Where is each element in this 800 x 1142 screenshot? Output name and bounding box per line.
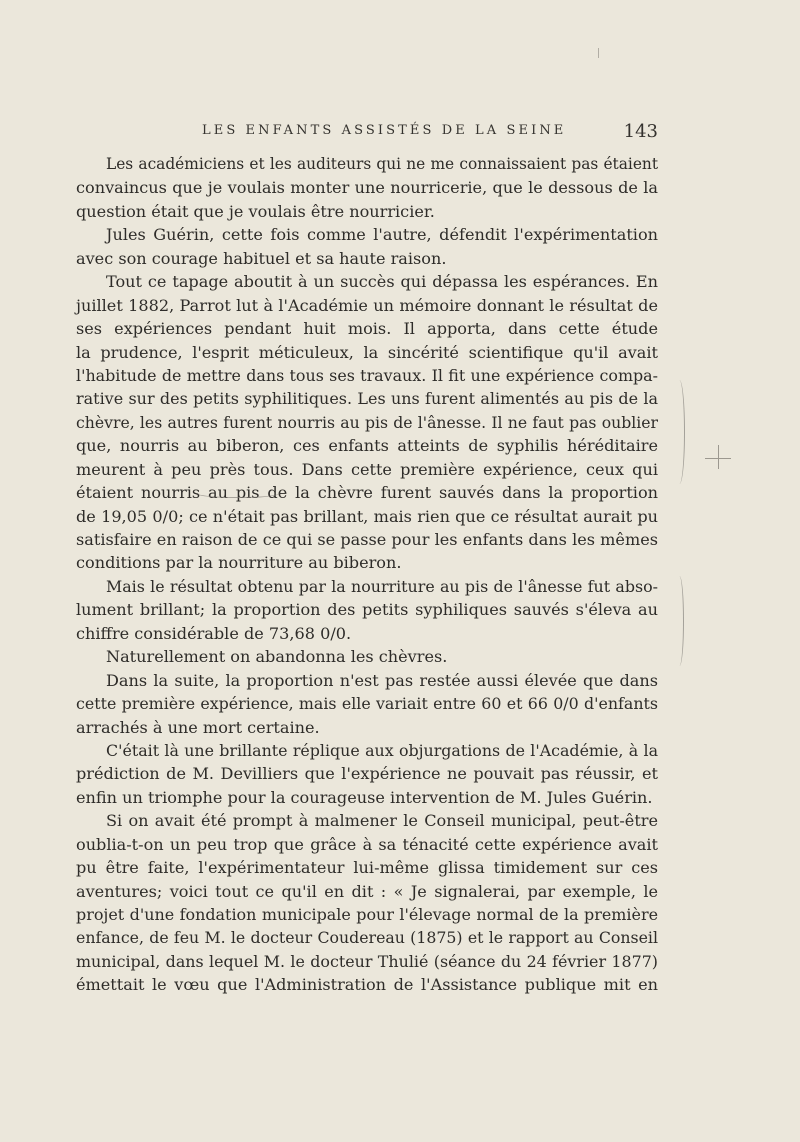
text-line: projet d'une fondation municipale pour l'élevage normal de la première	[76, 905, 658, 924]
text-line: lument brillant; la proportion des petits syphiliques sauvés s'éleva au	[76, 600, 658, 620]
text-line: Jules Guérin, cette fois comme l'autre, défendit l'expérimentation	[106, 225, 658, 245]
text-line: enfance, de feu M. le docteur Coudereau (1875) et le rapport au Conseil	[76, 928, 658, 948]
paragraph	[76, 575, 658, 645]
running-title: LES ENFANTS ASSISTÉS DE LA SEINE	[202, 123, 567, 138]
page-header	[76, 121, 658, 145]
text-line: Naturellement on abandonna les chèvres.	[106, 647, 448, 667]
paragraph	[76, 153, 658, 223]
text-line: la prudence, l'esprit méticuleux, la sincérité scientifique qu'il avait	[76, 342, 658, 362]
text-line: que, nourris au biberon, ces enfants atteints de syphilis héréditaire	[76, 436, 658, 456]
page-number: 143	[623, 121, 658, 142]
text-line: C'était là une brillante réplique aux objurgations de l'Académie, à la	[106, 740, 658, 760]
paragraph	[76, 223, 658, 270]
text-line: Si on avait été prompt à malmener le Conseil municipal, peut-être	[106, 811, 658, 831]
text-line: étaient nourris au pis de la chèvre furent sauvés dans la proportion	[76, 483, 658, 503]
paragraph	[76, 739, 658, 809]
text-line: question était que je voulais être nourricier.	[76, 201, 435, 221]
paragraph	[76, 809, 658, 997]
text-line: chiffre considérable de 73,68 0/0.	[76, 623, 352, 643]
paragraph	[76, 669, 658, 739]
text-line: Les académiciens et les auditeurs qui ne me connaissaient pas étaient	[106, 155, 658, 173]
text-line: Tout ce tapage aboutit à un succès qui dépassa les espérances. En	[106, 272, 658, 292]
text-line: conditions par la nourriture au biberon.	[76, 553, 402, 573]
text-line: meurent à peu près tous. Dans cette première expérience, ceux qui	[76, 459, 658, 479]
text-line: convaincus que je voulais monter une nourricerie, que le dessous de la	[76, 178, 658, 198]
text-line: Dans la suite, la proportion n'est pas restée aussi élevée que dans	[106, 670, 658, 690]
text-line: de 19,05 0/0; ce n'était pas brillant, mais rien que ce résultat aurait pu	[76, 506, 658, 526]
text-line: cette première expérience, mais elle variait entre 60 et 66 0/0 d'enfants	[76, 694, 658, 714]
text-line: ses expériences pendant huit mois. Il apporta, dans cette étude	[76, 319, 658, 339]
text-line: oublia-t-on un peu trop que grâce à sa ténacité cette expérience avait	[76, 834, 658, 854]
text-line: prédiction de M. Devilliers que l'expérience ne pouvait pas réussir, et	[76, 764, 658, 784]
text-line: Mais le résultat obtenu par la nourriture au pis de l'ânesse fut abso-	[106, 576, 658, 596]
text-line: chèvre, les autres furent nourris au pis de l'ânesse. Il ne faut pas oublier	[76, 412, 658, 432]
paragraph	[76, 645, 658, 668]
text-line: pu être faite, l'expérimentateur lui-même glissa timidement sur ces	[76, 858, 658, 878]
text-line: avec son courage habituel et sa haute raison.	[76, 248, 447, 268]
body-text	[76, 153, 658, 997]
text-line: municipal, dans lequel M. le docteur Thulié (séance du 24 février 1877)	[76, 951, 658, 971]
paragraph	[76, 270, 658, 575]
margin-bracket-mark	[674, 380, 685, 484]
text-line: enfin un triomphe pour la courageuse intervention de M. Jules Guérin.	[76, 787, 653, 807]
text-line: aventures; voici tout ce qu'il en dit : « Je signalerai, par exemple, le	[76, 881, 658, 901]
text-line: émettait le vœu que l'Administration de l'Assistance publique mit en	[76, 975, 658, 995]
text-line: satisfaire en raison de ce qui se passe pour les enfants dans les mêmes	[76, 530, 658, 549]
text-line: arrachés à une mort certaine.	[76, 717, 320, 737]
text-line: juillet 1882, Parrot lut à l'Académie un mémoire donnant le résultat de	[76, 295, 658, 315]
text-line: rative sur des petits syphilitiques. Les uns furent alimentés au pis de la	[76, 389, 658, 409]
margin-bracket-mark	[675, 576, 684, 666]
pencil-tick-mark	[598, 48, 599, 58]
margin-cross-mark	[705, 445, 731, 471]
pencil-underline-mark	[196, 487, 280, 498]
text-line: l'habitude de mettre dans tous ses travaux. Il fit une expérience compa-	[76, 365, 658, 385]
